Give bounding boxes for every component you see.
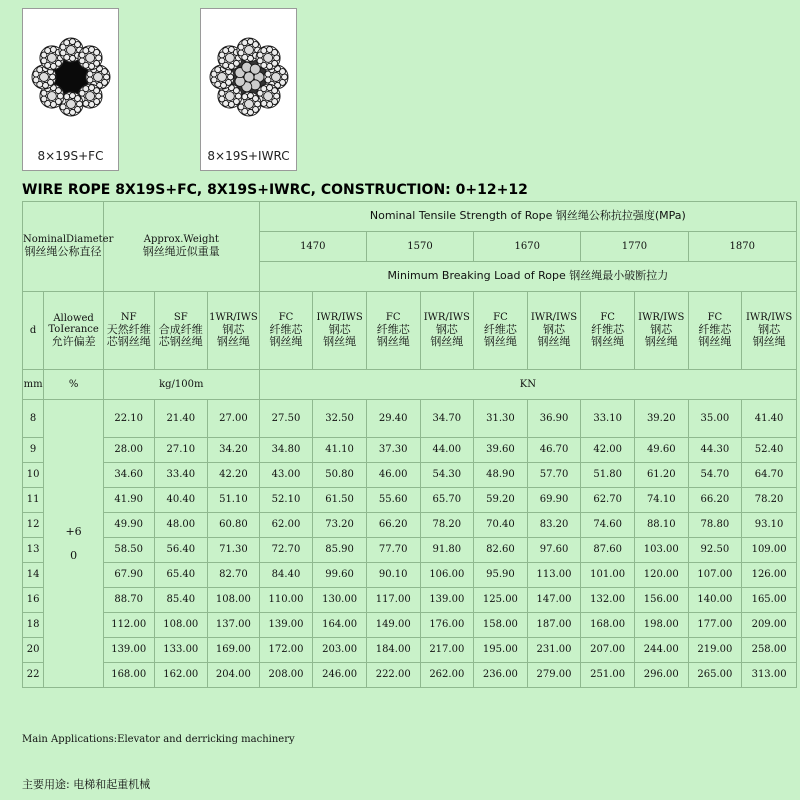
nominal-diameter-header: NominalDiameter 钢丝绳公称直径 bbox=[23, 202, 104, 292]
value-cell: 65.40 bbox=[154, 563, 208, 588]
nf-header: NF 天然纤维 芯钢丝绳 bbox=[103, 292, 154, 370]
wire bbox=[83, 48, 89, 54]
wire bbox=[102, 69, 108, 75]
value-cell: 42.00 bbox=[581, 438, 635, 463]
value-cell: 34.60 bbox=[103, 463, 154, 488]
wire bbox=[242, 40, 248, 46]
value-cell: 164.00 bbox=[313, 613, 367, 638]
value-cell: 65.70 bbox=[420, 488, 474, 513]
table-row bbox=[23, 638, 797, 663]
value-cell: 204.00 bbox=[208, 663, 260, 688]
value-cell: 82.60 bbox=[474, 538, 528, 563]
value-cell: 209.00 bbox=[742, 613, 797, 638]
wire bbox=[60, 104, 66, 110]
wire bbox=[50, 101, 56, 107]
value-cell: 258.00 bbox=[742, 638, 797, 663]
value-cell: 39.60 bbox=[474, 438, 528, 463]
rope-image-fc bbox=[22, 8, 119, 171]
wire bbox=[264, 92, 273, 101]
value-cell: 99.60 bbox=[313, 563, 367, 588]
wire bbox=[247, 109, 253, 115]
wire bbox=[233, 88, 239, 94]
value-cell: 125.00 bbox=[474, 588, 528, 613]
wire bbox=[40, 73, 49, 82]
value-cell: 156.00 bbox=[634, 588, 688, 613]
value-cell: 40.40 bbox=[154, 488, 208, 513]
value-cell: 140.00 bbox=[688, 588, 742, 613]
wire bbox=[238, 50, 244, 56]
tolerance-plus: +6 bbox=[65, 524, 82, 538]
applications-chinese: 主要用途: 电梯和起重机械 bbox=[22, 778, 151, 791]
value-cell: 84.40 bbox=[259, 563, 313, 588]
value-cell: 83.20 bbox=[527, 513, 581, 538]
wire bbox=[264, 53, 273, 62]
tensile-strength-header: Nominal Tensile Strength of Rope 钢丝绳公称抗拉强度(MPa) bbox=[259, 202, 796, 232]
wire bbox=[89, 63, 95, 69]
wire bbox=[37, 67, 43, 73]
value-cell: 313.00 bbox=[742, 663, 797, 688]
wire bbox=[41, 96, 47, 102]
value-cell: 78.80 bbox=[688, 513, 742, 538]
wire bbox=[94, 73, 103, 82]
table-row bbox=[23, 488, 797, 513]
wire bbox=[219, 96, 225, 102]
value-cell: 176.00 bbox=[420, 613, 474, 638]
diameter-cell: 8 bbox=[23, 400, 44, 438]
value-cell: 162.00 bbox=[154, 663, 208, 688]
value-cell: 73.20 bbox=[313, 513, 367, 538]
value-cell: 168.00 bbox=[581, 613, 635, 638]
value-cell: 52.40 bbox=[742, 438, 797, 463]
wire bbox=[261, 86, 267, 92]
wire bbox=[75, 42, 81, 48]
value-cell: 113.00 bbox=[527, 563, 581, 588]
wire bbox=[87, 77, 93, 83]
value-cell: 88.70 bbox=[103, 588, 154, 613]
rope-cross-section-iwrc bbox=[205, 15, 293, 145]
header-row-1 bbox=[23, 202, 797, 232]
rope-image-iwrc bbox=[200, 8, 297, 171]
wire bbox=[86, 92, 95, 101]
wire bbox=[41, 58, 47, 64]
value-cell: 21.40 bbox=[154, 400, 208, 438]
value-cell: 165.00 bbox=[742, 588, 797, 613]
unit-kn: KN bbox=[259, 370, 796, 400]
value-cell: 61.20 bbox=[634, 463, 688, 488]
fc-header: FC 纤维芯 钢丝绳 bbox=[581, 292, 635, 370]
table-body bbox=[23, 400, 797, 688]
diameter-cell: 11 bbox=[23, 488, 44, 513]
value-cell: 70.40 bbox=[474, 513, 528, 538]
wire bbox=[75, 96, 81, 102]
grade-1670: 1670 bbox=[474, 232, 581, 262]
value-cell: 130.00 bbox=[313, 588, 367, 613]
wire bbox=[228, 63, 234, 69]
value-cell: 207.00 bbox=[581, 638, 635, 663]
value-cell: 93.10 bbox=[742, 513, 797, 538]
value-cell: 52.10 bbox=[259, 488, 313, 513]
iwrs-header: IWR/IWS 钢芯 钢丝绳 bbox=[527, 292, 581, 370]
header-row-4 bbox=[23, 292, 797, 370]
wire bbox=[50, 63, 56, 69]
tolerance-header: Allowed ToIerance 允许偏差 bbox=[44, 292, 104, 370]
value-cell: 172.00 bbox=[259, 638, 313, 663]
d-header: d bbox=[23, 292, 44, 370]
value-cell: 71.30 bbox=[208, 538, 260, 563]
table-row bbox=[23, 588, 797, 613]
iwrs-header: IWR/IWS 钢芯 钢丝绳 bbox=[420, 292, 474, 370]
wire bbox=[228, 101, 234, 107]
value-cell: 27.10 bbox=[154, 438, 208, 463]
value-cell: 231.00 bbox=[527, 638, 581, 663]
value-cell: 296.00 bbox=[634, 663, 688, 688]
wire bbox=[247, 55, 253, 61]
value-cell: 67.90 bbox=[103, 563, 154, 588]
value-cell: 219.00 bbox=[688, 638, 742, 663]
wire bbox=[64, 94, 70, 100]
value-cell: 108.00 bbox=[208, 588, 260, 613]
wire bbox=[47, 92, 56, 101]
value-cell: 22.10 bbox=[103, 400, 154, 438]
value-cell: 149.00 bbox=[366, 613, 420, 638]
diameter-cell: 18 bbox=[23, 613, 44, 638]
value-cell: 139.00 bbox=[259, 613, 313, 638]
page-title: WIRE ROPE 8X19S+FC, 8X19S+IWRC, CONSTRUCTION: 0+12+12 bbox=[22, 182, 528, 198]
value-cell: 34.20 bbox=[208, 438, 260, 463]
value-cell: 49.60 bbox=[634, 438, 688, 463]
table-row bbox=[23, 513, 797, 538]
diameter-cell: 12 bbox=[23, 513, 44, 538]
rope-image-caption: 8×19S+IWRC bbox=[207, 149, 290, 163]
breaking-load-header: Minimum Breaking Load of Rope 钢丝绳最小破断拉力 bbox=[259, 262, 796, 292]
value-cell: 48.90 bbox=[474, 463, 528, 488]
value-cell: 133.00 bbox=[154, 638, 208, 663]
wire bbox=[267, 101, 273, 107]
wire bbox=[272, 73, 281, 82]
value-cell: 139.00 bbox=[103, 638, 154, 663]
value-cell: 32.50 bbox=[313, 400, 367, 438]
value-cell: 120.00 bbox=[634, 563, 688, 588]
diameter-cell: 14 bbox=[23, 563, 44, 588]
value-cell: 85.40 bbox=[154, 588, 208, 613]
value-cell: 109.00 bbox=[742, 538, 797, 563]
value-cell: 31.30 bbox=[474, 400, 528, 438]
value-cell: 95.90 bbox=[474, 563, 528, 588]
iwrs-header: IWR/IWS 钢芯 钢丝绳 bbox=[742, 292, 797, 370]
wire bbox=[253, 42, 259, 48]
value-cell: 43.00 bbox=[259, 463, 313, 488]
value-cell: 107.00 bbox=[688, 563, 742, 588]
value-cell: 42.20 bbox=[208, 463, 260, 488]
value-cell: 37.30 bbox=[366, 438, 420, 463]
wire bbox=[267, 63, 273, 69]
value-cell: 236.00 bbox=[474, 663, 528, 688]
value-cell: 262.00 bbox=[420, 663, 474, 688]
wire bbox=[218, 73, 227, 82]
value-cell: 41.10 bbox=[313, 438, 367, 463]
value-cell: 169.00 bbox=[208, 638, 260, 663]
diameter-cell: 16 bbox=[23, 588, 44, 613]
table-row bbox=[23, 563, 797, 588]
value-cell: 66.20 bbox=[688, 488, 742, 513]
value-cell: 60.80 bbox=[208, 513, 260, 538]
value-cell: 117.00 bbox=[366, 588, 420, 613]
value-cell: 41.40 bbox=[742, 400, 797, 438]
value-cell: 48.00 bbox=[154, 513, 208, 538]
value-cell: 97.60 bbox=[527, 538, 581, 563]
value-cell: 177.00 bbox=[688, 613, 742, 638]
wire bbox=[211, 77, 217, 83]
value-cell: 78.20 bbox=[420, 513, 474, 538]
value-cell: 44.00 bbox=[420, 438, 474, 463]
value-cell: 85.90 bbox=[313, 538, 367, 563]
value-cell: 106.00 bbox=[420, 563, 474, 588]
iwrs-header: IWR/IWS 钢芯 钢丝绳 bbox=[313, 292, 367, 370]
wire bbox=[261, 48, 267, 54]
value-cell: 33.10 bbox=[581, 400, 635, 438]
table-row bbox=[23, 438, 797, 463]
fc-header: FC 纤维芯 钢丝绳 bbox=[474, 292, 528, 370]
value-cell: 246.00 bbox=[313, 663, 367, 688]
value-cell: 90.10 bbox=[366, 563, 420, 588]
table-row bbox=[23, 663, 797, 688]
table-row bbox=[23, 538, 797, 563]
value-cell: 203.00 bbox=[313, 638, 367, 663]
value-cell: 87.60 bbox=[581, 538, 635, 563]
grade-1770: 1770 bbox=[581, 232, 688, 262]
wire bbox=[83, 86, 89, 92]
value-cell: 29.40 bbox=[366, 400, 420, 438]
value-cell: 69.90 bbox=[527, 488, 581, 513]
rope-image-caption: 8×19S+FC bbox=[37, 149, 104, 163]
applications-english: Main Applications:Elevator and derricking machinery bbox=[22, 734, 295, 745]
iwrs-header: IWR/IWS 钢芯 钢丝绳 bbox=[634, 292, 688, 370]
value-cell: 108.00 bbox=[154, 613, 208, 638]
unit-row bbox=[23, 370, 797, 400]
value-cell: 92.50 bbox=[688, 538, 742, 563]
value-cell: 222.00 bbox=[366, 663, 420, 688]
value-cell: 41.90 bbox=[103, 488, 154, 513]
wire bbox=[69, 109, 75, 115]
value-cell: 244.00 bbox=[634, 638, 688, 663]
rope-cross-section-fc bbox=[27, 15, 115, 145]
wire bbox=[220, 82, 226, 88]
wire bbox=[219, 58, 225, 64]
value-cell: 61.50 bbox=[313, 488, 367, 513]
wire bbox=[86, 53, 95, 62]
wire bbox=[272, 49, 278, 55]
value-cell: 27.00 bbox=[208, 400, 260, 438]
value-cell: 57.70 bbox=[527, 463, 581, 488]
wire bbox=[225, 53, 234, 62]
table-row bbox=[23, 613, 797, 638]
value-cell: 33.40 bbox=[154, 463, 208, 488]
wire bbox=[280, 69, 286, 75]
unit-mm: mm bbox=[23, 370, 44, 400]
value-cell: 168.00 bbox=[103, 663, 154, 688]
wire bbox=[33, 77, 39, 83]
value-cell: 27.50 bbox=[259, 400, 313, 438]
value-cell: 265.00 bbox=[688, 663, 742, 688]
wire bbox=[215, 67, 221, 73]
value-cell: 54.30 bbox=[420, 463, 474, 488]
fc-header: FC 纤维芯 钢丝绳 bbox=[366, 292, 420, 370]
wire bbox=[238, 104, 244, 110]
value-cell: 147.00 bbox=[527, 588, 581, 613]
fc-header: FC 纤维芯 钢丝绳 bbox=[688, 292, 742, 370]
wire bbox=[272, 88, 278, 94]
value-cell: 184.00 bbox=[366, 638, 420, 663]
grade-1570: 1570 bbox=[366, 232, 473, 262]
wire bbox=[67, 100, 76, 109]
value-cell: 74.10 bbox=[634, 488, 688, 513]
wire bbox=[94, 49, 100, 55]
wire bbox=[42, 82, 48, 88]
value-cell: 51.80 bbox=[581, 463, 635, 488]
tolerance-cell bbox=[44, 400, 104, 688]
value-cell: 66.20 bbox=[366, 513, 420, 538]
wire bbox=[94, 88, 100, 94]
diameter-cell: 9 bbox=[23, 438, 44, 463]
value-cell: 74.60 bbox=[581, 513, 635, 538]
unit-percent: % bbox=[44, 370, 104, 400]
value-cell: 198.00 bbox=[634, 613, 688, 638]
core-wire bbox=[244, 72, 254, 82]
value-cell: 64.70 bbox=[742, 463, 797, 488]
wire bbox=[67, 46, 76, 55]
value-cell: 72.70 bbox=[259, 538, 313, 563]
value-cell: 112.00 bbox=[103, 613, 154, 638]
wire bbox=[223, 48, 229, 54]
wire bbox=[79, 58, 85, 64]
sf-header: SF 合成纤维 芯钢丝绳 bbox=[154, 292, 208, 370]
value-cell: 51.10 bbox=[208, 488, 260, 513]
value-cell: 195.00 bbox=[474, 638, 528, 663]
value-cell: 187.00 bbox=[527, 613, 581, 638]
value-cell: 78.20 bbox=[742, 488, 797, 513]
value-cell: 82.70 bbox=[208, 563, 260, 588]
value-cell: 39.20 bbox=[634, 400, 688, 438]
wire bbox=[257, 58, 263, 64]
value-cell: 88.10 bbox=[634, 513, 688, 538]
wire bbox=[64, 40, 70, 46]
diameter-cell: 13 bbox=[23, 538, 44, 563]
value-cell: 34.70 bbox=[420, 400, 474, 438]
value-cell: 126.00 bbox=[742, 563, 797, 588]
value-cell: 54.70 bbox=[688, 463, 742, 488]
approx-weight-header: Approx.Weight 钢丝绳近似重量 bbox=[103, 202, 259, 292]
unit-weight: kg/100m bbox=[103, 370, 259, 400]
value-cell: 208.00 bbox=[259, 663, 313, 688]
wire-rope-spec-table bbox=[22, 201, 797, 688]
value-cell: 251.00 bbox=[581, 663, 635, 688]
value-cell: 36.90 bbox=[527, 400, 581, 438]
wire bbox=[265, 77, 271, 83]
value-cell: 58.50 bbox=[103, 538, 154, 563]
value-cell: 59.20 bbox=[474, 488, 528, 513]
value-cell: 62.70 bbox=[581, 488, 635, 513]
value-cell: 46.70 bbox=[527, 438, 581, 463]
table-row bbox=[23, 463, 797, 488]
fc-header: FC 纤维芯 钢丝绳 bbox=[259, 292, 313, 370]
value-cell: 91.80 bbox=[420, 538, 474, 563]
diameter-cell: 22 bbox=[23, 663, 44, 688]
value-cell: 158.00 bbox=[474, 613, 528, 638]
wire bbox=[89, 101, 95, 107]
wire bbox=[242, 94, 248, 100]
table-row bbox=[23, 400, 797, 438]
grade-1470: 1470 bbox=[259, 232, 366, 262]
value-cell: 46.00 bbox=[366, 463, 420, 488]
value-cell: 217.00 bbox=[420, 638, 474, 663]
wire bbox=[45, 48, 51, 54]
value-cell: 110.00 bbox=[259, 588, 313, 613]
wire bbox=[60, 50, 66, 56]
value-cell: 35.00 bbox=[688, 400, 742, 438]
value-cell: 44.30 bbox=[688, 438, 742, 463]
diameter-cell: 10 bbox=[23, 463, 44, 488]
value-cell: 77.70 bbox=[366, 538, 420, 563]
grade-1870: 1870 bbox=[688, 232, 796, 262]
wire bbox=[253, 96, 259, 102]
value-cell: 49.90 bbox=[103, 513, 154, 538]
value-cell: 139.00 bbox=[420, 588, 474, 613]
wire bbox=[47, 53, 56, 62]
value-cell: 55.60 bbox=[366, 488, 420, 513]
wire bbox=[245, 46, 254, 55]
wire bbox=[245, 100, 254, 109]
value-cell: 34.80 bbox=[259, 438, 313, 463]
value-cell: 101.00 bbox=[581, 563, 635, 588]
value-cell: 28.00 bbox=[103, 438, 154, 463]
value-cell: 137.00 bbox=[208, 613, 260, 638]
value-cell: 62.00 bbox=[259, 513, 313, 538]
value-cell: 103.00 bbox=[634, 538, 688, 563]
wire bbox=[69, 55, 75, 61]
value-cell: 56.40 bbox=[154, 538, 208, 563]
diameter-cell: 20 bbox=[23, 638, 44, 663]
value-cell: 50.80 bbox=[313, 463, 367, 488]
tolerance-zero: 0 bbox=[70, 548, 78, 562]
value-cell: 279.00 bbox=[527, 663, 581, 688]
iwr-header: 1WR/IWS 钢芯 钢丝绳 bbox=[208, 292, 260, 370]
wire bbox=[55, 88, 61, 94]
value-cell: 132.00 bbox=[581, 588, 635, 613]
wire bbox=[225, 92, 234, 101]
